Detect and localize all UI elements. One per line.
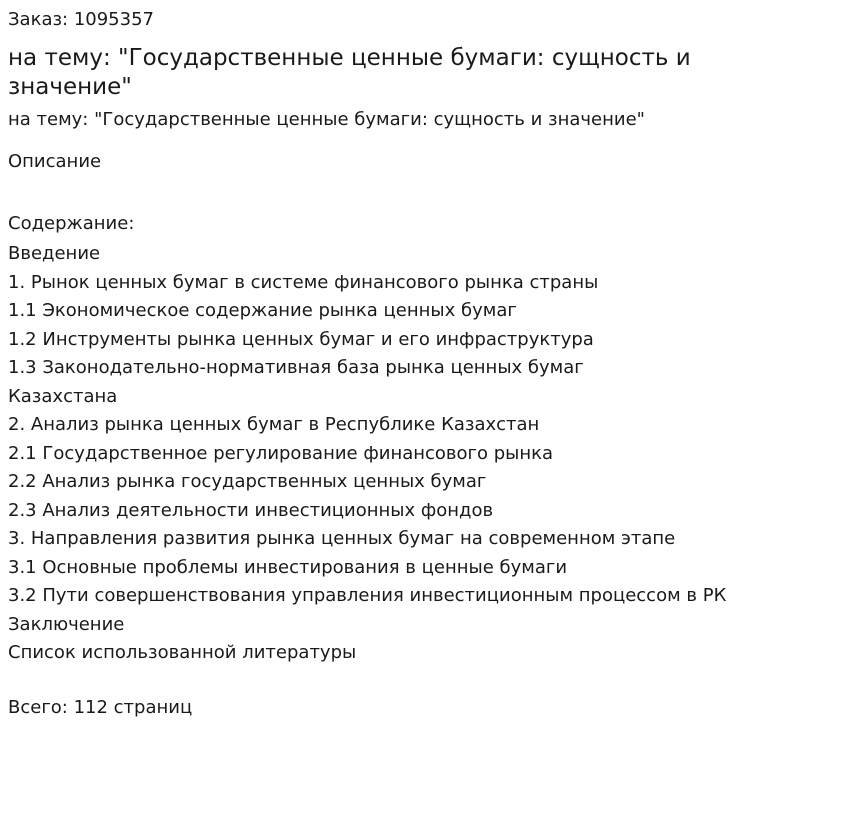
toc-item: Введение [8,243,101,264]
page-subtitle: на тему: "Государственные ценные бумаги: сущность и значение" [8,109,645,130]
toc-item: 2.1 Государственное регулирование финансового рынка [8,442,554,464]
contents-label: Содержание: [8,213,135,234]
table-of-contents [8,240,839,668]
toc-item: 1.2 Инструменты рынка ценных бумаг и его инфраструктура [8,328,594,350]
toc-item: 2.2 Анализ рынка государственных ценных бумаг [8,471,487,492]
order-number: Заказ: 1095357 [8,9,154,30]
toc-item: Заключение [8,613,125,635]
toc-item: 3.2 Пути совершенствования управления инвестиционным процессом в РК [8,585,727,606]
page-title: на тему: "Государственные ценные бумаги: сущность и значение" [8,45,691,100]
total-pages: Всего: 112 страниц [8,696,193,718]
toc-item: 2. Анализ рынка ценных бумаг в Республике Казахстан [8,414,540,435]
toc-item: 1. Рынок ценных бумаг в системе финансового рынка страны [8,271,599,293]
description-heading: Описание [8,151,102,172]
toc-item: 3.1 Основные проблемы инвестирования в ценные бумаги [8,556,568,578]
toc-item: 3. Направления развития рынка ценных бумаг на современном этапе [8,528,676,549]
toc-item: 1.3 Законодательно-нормативная база рынка ценных бумаг Казахстана [8,357,584,407]
toc-item: Список использованной литературы [8,642,357,663]
toc-item: 1.1 Экономическое содержание рынка ценных бумаг [8,300,517,321]
toc-item: 2.3 Анализ деятельности инвестиционных фондов [8,499,494,521]
